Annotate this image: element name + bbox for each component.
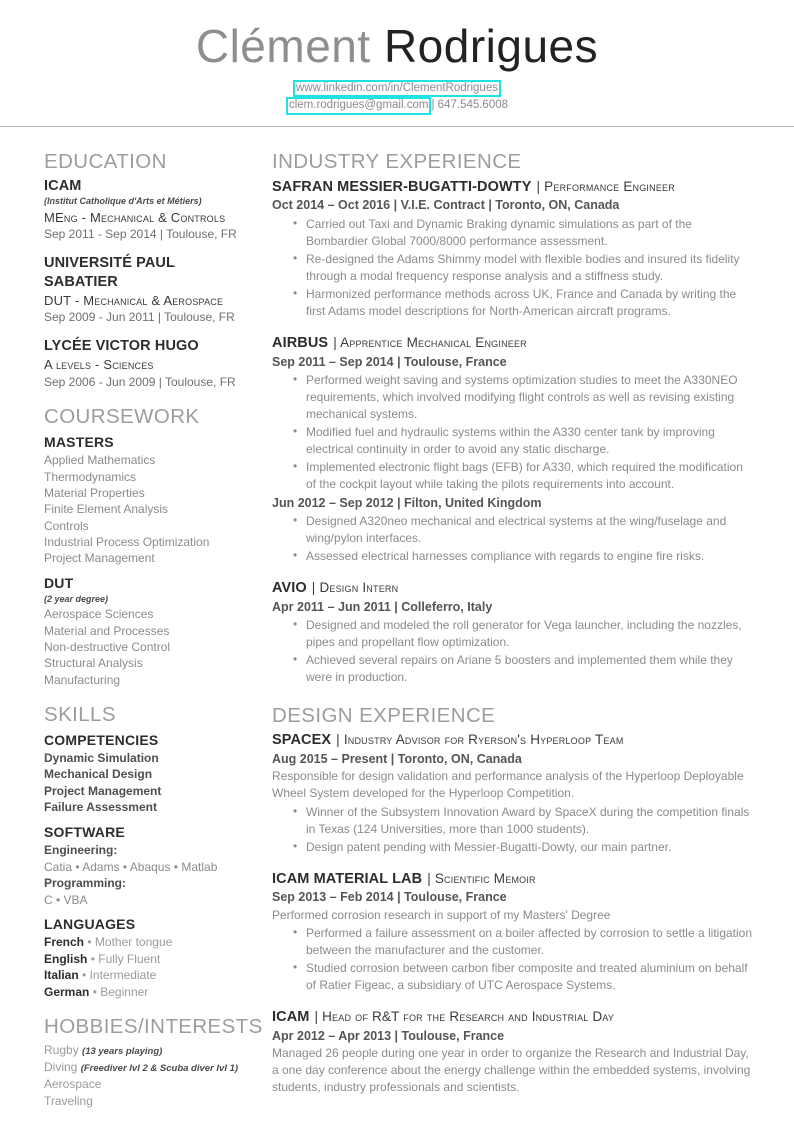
hobby-note: (Freediver lvl 2 & Scuba diver lvl 1)	[80, 1062, 239, 1074]
coursework-item: Structural Analysis	[44, 656, 143, 671]
job-bullet: • Studied corrosion between carbon fiber composite and treated aluminium on behalf of Ratier Figeac, a subsidiary of UTC Aerospace Systems.	[306, 960, 756, 994]
job-role: | Industry Advisor for Ryerson's Hyperloop Team	[336, 732, 624, 748]
education-entry	[44, 254, 250, 326]
job-entry	[272, 869, 756, 994]
coursework-group-note: (2 year degree)	[44, 593, 109, 604]
job-bullet: • Assessed electrical harnesses compliance with regards to engine fire risks.	[306, 548, 756, 565]
education-entry	[44, 337, 250, 390]
education-meta: Sep 2011 - Sep 2014 | Toulouse, FR	[44, 227, 237, 242]
job-entry	[272, 333, 756, 565]
language-name: French	[44, 935, 85, 950]
job-role: | Performance Engineer	[536, 178, 675, 194]
left-column	[44, 149, 264, 1109]
language-item	[44, 967, 250, 984]
hobby-name: Diving	[44, 1059, 78, 1074]
job-bullet: • Performed weight saving and systems optimization studies to meet the A330NEO requirements, which involved modifying flight controls as well as revising existing mechanical systems.	[306, 372, 756, 423]
coursework-item: Non-destructive Control	[44, 639, 171, 654]
coursework-item: Aerospace Sciences	[44, 607, 154, 622]
software-group-items: Catia • Adams • Abaqus • Matlab	[44, 859, 218, 874]
languages-label: LANGUAGES	[44, 916, 136, 932]
job-role: | Head of R&T for the Research and Industrial Day	[314, 1009, 615, 1025]
job-bullet: • Design patent pending with Messier-Bugatti-Dowty, our main partner.	[306, 839, 756, 856]
company-name: AVIO	[272, 580, 307, 597]
job-bullet: • Designed A320neo mechanical and electrical systems at the wing/fuselage and wing/pylon interfaces.	[306, 513, 756, 547]
section-title-industry-experience: INDUSTRY EXPERIENCE	[272, 149, 522, 173]
software-group-label: Programming:	[44, 876, 127, 891]
candidate-name	[0, 22, 794, 71]
job-description: Performed corrosion research in support of my Masters' Degree	[272, 907, 611, 922]
education-list	[44, 177, 250, 391]
company-name: AIRBUS	[272, 334, 329, 351]
contact-row-email	[0, 97, 794, 115]
coursework-item: Manufacturing	[44, 672, 121, 687]
job-header	[272, 869, 756, 890]
linkedin-link[interactable]: www.linkedin.com/in/ClementRodrigues	[293, 80, 501, 98]
job-bullet: • Achieved several repairs on Ariane 5 boosters and implemented them while they were in production.	[306, 652, 756, 686]
section-title-design-experience: DESIGN EXPERIENCE	[272, 703, 496, 727]
phone-number: 647.545.6008	[437, 99, 509, 112]
language-item	[44, 934, 250, 951]
hobby-name: Aerospace	[44, 1076, 102, 1091]
coursework-item: Material and Processes	[44, 623, 170, 638]
job-bullets	[272, 372, 756, 493]
job-meta: Apr 2011 – Jun 2011 | Colleferro, Italy	[272, 599, 493, 614]
education-meta: Sep 2006 - Jun 2009 | Toulouse, FR	[44, 374, 236, 389]
job-entry	[272, 1007, 756, 1096]
language-level: • Mother tongue	[87, 935, 173, 950]
hobby-name: Rugby	[44, 1043, 79, 1058]
school-name: UNIVERSITÉ PAUL SABATIER	[44, 255, 175, 291]
job-description: Managed 26 people during one year in order to organize the Research and Industrial Day, a one day conference about the energy challenge within the embedded systems, involving students, industry professionals and scientists.	[272, 1046, 751, 1095]
competency-item: Project Management	[44, 783, 162, 798]
language-name: German	[44, 984, 90, 999]
hobby-note: (13 years playing)	[82, 1046, 163, 1058]
contact-separator: |	[431, 99, 435, 112]
company-name: SAFRAN MESSIER-BUGATTI-DOWTY	[272, 178, 532, 195]
competency-item: Failure Assessment	[44, 800, 157, 815]
resume-header	[0, 0, 794, 135]
section-title-education: EDUCATION	[44, 149, 167, 173]
job-header	[272, 177, 756, 198]
job-entry	[272, 578, 756, 686]
software-label: SOFTWARE	[44, 823, 125, 840]
job-entry	[272, 177, 756, 320]
company-name: ICAM	[272, 1009, 310, 1026]
hobby-item	[44, 1042, 250, 1059]
job-bullet: • Carried out Taxi and Dynamic Braking dynamic simulations as part of the Bombardier Global 7000/8000 performance assessment.	[306, 216, 756, 250]
coursework-group	[44, 432, 250, 566]
last-name: Rodrigues	[383, 20, 599, 72]
job-bullet: • Re-designed the Adams Shimmy model with flexible bodies and insured its fidelity through a modal frequency response analysis and a stiffness study.	[306, 251, 756, 285]
job-bullets-secondary	[272, 513, 756, 565]
language-level: • Beginner	[92, 984, 149, 999]
section-title-hobbies: HOBBIES/INTERESTS	[44, 1015, 263, 1039]
job-meta: Sep 2013 – Feb 2014 | Toulouse, France	[272, 890, 507, 905]
job-bullets	[272, 617, 756, 686]
software-group-label: Engineering:	[44, 843, 118, 858]
job-bullets	[272, 925, 756, 994]
email-link[interactable]: clem.rodrigues@gmail.com	[286, 97, 432, 115]
job-meta: Apr 2012 – Apr 2013 | Toulouse, France	[272, 1028, 505, 1043]
section-title-skills: SKILLS	[44, 702, 116, 726]
right-column	[264, 149, 756, 1097]
language-item	[44, 951, 250, 968]
competencies-group	[44, 730, 250, 816]
school-subtitle: (Institut Catholique d'Arts et Métiers)	[44, 196, 202, 207]
job-role: | Scientific Memoir	[427, 870, 536, 886]
job-role: | Design Intern	[311, 580, 399, 596]
hobby-item	[44, 1093, 250, 1110]
job-meta: Sep 2011 – Sep 2014 | Toulouse, France	[272, 354, 507, 369]
job-description: Responsible for design validation and performance analysis of the Hyperloop Deployable Wheel System developed for the Hyperloop Competition.	[272, 769, 744, 801]
language-level: • Intermediate	[82, 968, 157, 983]
company-name: ICAM MATERIAL LAB	[272, 870, 423, 887]
job-bullets	[272, 804, 756, 856]
school-name: ICAM	[44, 177, 82, 194]
coursework-item: Controls	[44, 518, 89, 533]
education-meta: Sep 2009 - Jun 2011 | Toulouse, FR	[44, 310, 235, 325]
job-meta-secondary: Jun 2012 – Sep 2012 | Filton, United Kingdom	[272, 495, 542, 510]
degree-name: DUT - Mechanical & Aerospace	[44, 292, 224, 308]
competency-item: Dynamic Simulation	[44, 750, 159, 765]
competency-item: Mechanical Design	[44, 767, 153, 782]
coursework-item: Project Management	[44, 551, 155, 566]
job-meta: Oct 2014 – Oct 2016 | V.I.E. Contract | Toronto, ON, Canada	[272, 198, 620, 213]
degree-name: A levels - Sciences	[44, 357, 154, 373]
job-bullets	[272, 216, 756, 320]
header-divider	[0, 126, 794, 127]
school-name: LYCÉE VICTOR HUGO	[44, 338, 199, 355]
language-name: Italian	[44, 968, 79, 983]
education-entry	[44, 177, 250, 244]
coursework-item: Finite Element Analysis	[44, 502, 169, 517]
job-meta: Aug 2015 – Present | Toronto, ON, Canada	[272, 751, 522, 766]
competencies-label: COMPETENCIES	[44, 731, 159, 748]
language-level: • Fully Fluent	[90, 951, 161, 966]
coursework-group	[44, 573, 250, 688]
software-group	[44, 822, 250, 908]
job-header	[272, 333, 756, 354]
job-bullet: • Modified fuel and hydraulic systems within the A330 center tank by improving electrical continuity in order to avoid any static discharge.	[306, 424, 756, 458]
coursework-item: Thermodynamics	[44, 469, 137, 484]
job-bullet: • Designed and modeled the roll generator for Vega launcher, including the nozzles, pipes and propellant flow optimization.	[306, 617, 756, 651]
language-name: English	[44, 951, 88, 966]
coursework-item: Material Properties	[44, 485, 145, 500]
company-name: SPACEX	[272, 732, 332, 749]
languages-group	[44, 914, 250, 1000]
job-header	[272, 730, 756, 751]
job-entry	[272, 730, 756, 855]
contact-info	[0, 80, 794, 115]
hobbies-list	[44, 1042, 250, 1109]
coursework-item: Applied Mathematics	[44, 453, 156, 468]
software-group-items: C • VBA	[44, 892, 88, 907]
job-header	[272, 1007, 756, 1028]
job-bullet: • Implemented electronic flight bags (EFB) for A330, which required the modification of the cockpit layout while taking the pilots requirements into account.	[306, 459, 756, 493]
job-header	[272, 578, 756, 599]
hobby-item	[44, 1076, 250, 1093]
hobby-name: Traveling	[44, 1093, 93, 1108]
section-title-coursework: COURSEWORK	[44, 405, 200, 429]
first-name: Clément	[195, 20, 371, 72]
job-bullet: • Performed a failure assessment on a boiler affected by corrosion to settle a litigation between the manufacturer and the customer.	[306, 925, 756, 959]
resume-body	[0, 135, 794, 1109]
job-role: | Apprentice Mechanical Engineer	[333, 334, 527, 350]
language-item	[44, 984, 250, 1001]
coursework-group-label: MASTERS	[44, 434, 114, 451]
degree-name: MEng - Mechanical & Controls	[44, 209, 226, 225]
coursework-item: Industrial Process Optimization	[44, 534, 210, 549]
job-bullet: • Winner of the Subsystem Innovation Award by SpaceX during the competition finals in Texas (124 Universities, more than 1000 students).	[306, 804, 756, 838]
job-bullet: • Harmonized performance methods across UK, France and Canada by writing the first Adams model descriptions for North-American aircraft programs.	[306, 286, 756, 320]
hobby-item	[44, 1059, 250, 1076]
coursework-group-label: DUT	[44, 574, 74, 591]
contact-row-linkedin	[0, 80, 794, 98]
